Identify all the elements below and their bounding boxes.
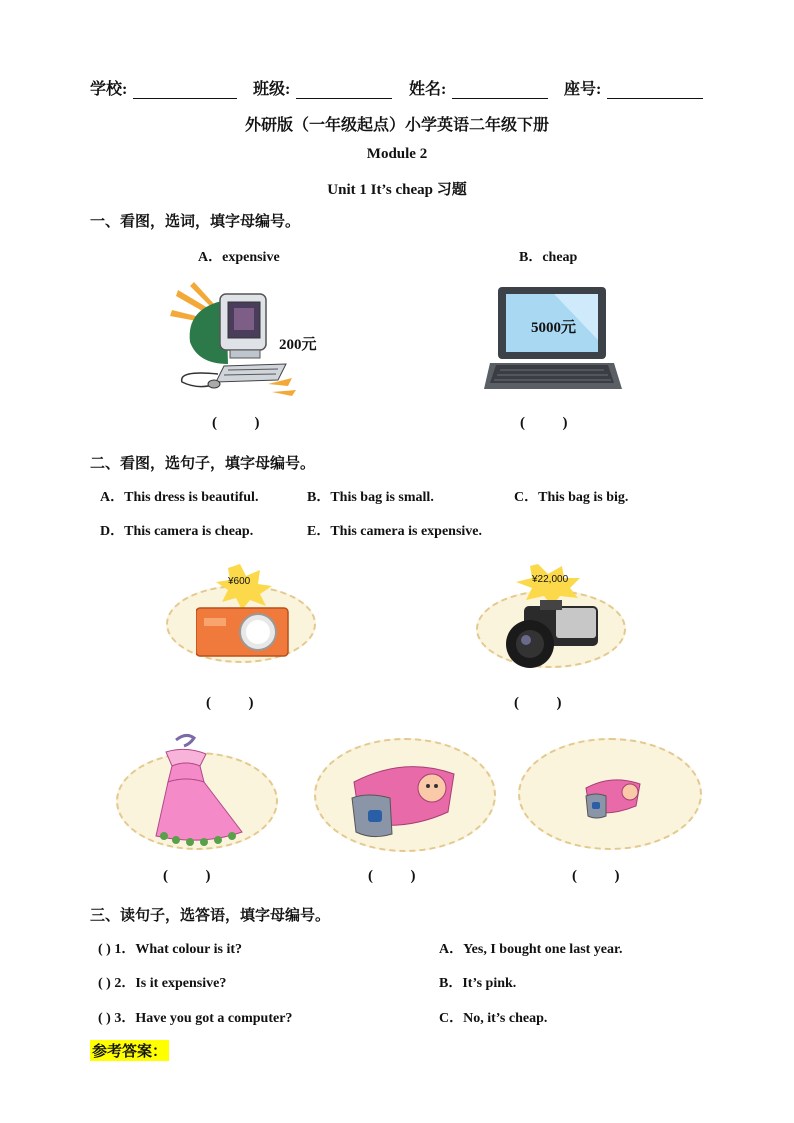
page-title: 外研版（一年级起点）小学英语二年级下册 bbox=[244, 117, 549, 134]
section1-answer-blank-1[interactable]: ( ) bbox=[212, 415, 260, 431]
section3-answer-a: A．Yes, I bought one last year. bbox=[439, 942, 623, 957]
expensive-camera-price-tag: ¥22,000 bbox=[532, 574, 569, 585]
section3-answer-c: C．No, it’s cheap. bbox=[439, 1011, 548, 1026]
section2-option-a: A．This dress is beautiful. bbox=[100, 490, 259, 505]
school-blank[interactable] bbox=[133, 82, 237, 99]
section1-option-b: B．cheap bbox=[519, 250, 578, 265]
section3-question-2: ( ) 2．Is it expensive? bbox=[98, 976, 227, 991]
section2-answer-blank-4[interactable]: ( ) bbox=[368, 868, 416, 884]
section2-answer-blank-2[interactable]: ( ) bbox=[514, 695, 562, 711]
section2-answer-blank-3[interactable]: ( ) bbox=[163, 868, 211, 884]
section2-option-b: B．This bag is small. bbox=[307, 490, 434, 505]
dress-image bbox=[146, 732, 256, 852]
answer-key-label: 参考答案： bbox=[90, 1040, 169, 1061]
unit-title: Unit 1 It’s cheap 习题 bbox=[327, 182, 467, 198]
section2-answer-blank-5[interactable]: ( ) bbox=[572, 868, 620, 884]
old-computer-price: 200元 bbox=[279, 337, 317, 353]
small-bag-image bbox=[582, 772, 646, 822]
name-blank[interactable] bbox=[452, 82, 548, 99]
section2-answer-blank-1[interactable]: ( ) bbox=[206, 695, 254, 711]
section1-answer-blank-2[interactable]: ( ) bbox=[520, 415, 568, 431]
laptop-price: 5000元 bbox=[531, 320, 577, 336]
seat-blank[interactable] bbox=[607, 82, 703, 99]
section2-option-e: E．This camera is expensive. bbox=[307, 524, 482, 539]
laptop-image bbox=[484, 285, 624, 397]
section3-answer-b: B．It’s pink. bbox=[439, 976, 517, 991]
section3-question-1: ( ) 1．What colour is it? bbox=[98, 942, 243, 957]
section2-option-d: D．This camera is cheap. bbox=[100, 524, 254, 539]
section2-heading: 二、看图，选句子，填字母编号。 bbox=[90, 456, 316, 472]
class-field: 班级: bbox=[253, 76, 392, 99]
class-blank[interactable] bbox=[296, 82, 392, 99]
section3-question-3: ( ) 3．Have you got a computer? bbox=[98, 1011, 293, 1026]
section3-heading: 三、读句子，选答语，填字母编号。 bbox=[90, 908, 331, 924]
module-title: Module 2 bbox=[366, 146, 428, 162]
section1-option-a: A．expensive bbox=[198, 250, 280, 265]
cheap-camera-price-tag: ¥600 bbox=[228, 576, 251, 587]
section1-heading: 一、看图，选词，填字母编号。 bbox=[90, 214, 301, 230]
seat-field: 座号: bbox=[564, 76, 703, 99]
section2-option-c: C．This bag is big. bbox=[514, 490, 629, 505]
cheap-camera-image bbox=[196, 560, 296, 660]
big-bag-image bbox=[344, 752, 464, 842]
school-field: 学校: bbox=[90, 76, 237, 99]
name-field: 姓名: bbox=[409, 76, 548, 99]
